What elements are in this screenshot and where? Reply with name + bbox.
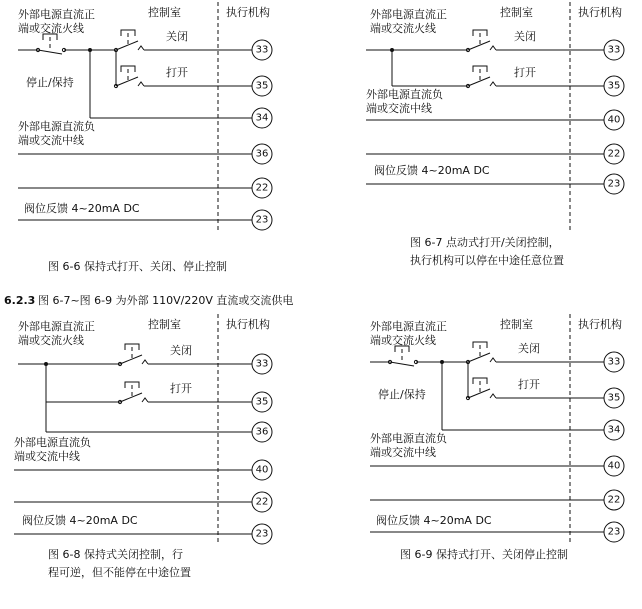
terminal-23 [252, 210, 272, 230]
stop-hold-label: 停止/保持 [26, 76, 74, 89]
supply-negative-label: 端或交流中线 [366, 102, 432, 115]
terminal-23 [252, 524, 272, 544]
close-switch [114, 30, 144, 52]
close-label: 关闭 [166, 30, 188, 43]
open-label: 打开 [166, 66, 188, 79]
contact-fixed [490, 46, 496, 50]
terminal-number: 34 [255, 112, 269, 124]
contact-blade [38, 50, 62, 54]
stop-hold-label: 停止/保持 [378, 388, 426, 401]
figure-caption: 图 6-9 保持式打开、关闭停止控制 [400, 548, 568, 561]
contact-fixed [490, 394, 496, 398]
figure-caption: 图 6-7 点动式打开/关闭控制， [410, 236, 560, 249]
terminal-34 [604, 420, 624, 440]
terminal-number: 23 [607, 526, 621, 538]
contact-blade [468, 389, 490, 398]
contact-fixed [490, 82, 496, 86]
contact-fixed [142, 398, 148, 402]
open-label: 打开 [518, 378, 540, 391]
terminal-23 [604, 522, 624, 542]
stop-hold-switch [36, 34, 65, 54]
terminal-34 [252, 108, 272, 128]
terminal-number: 35 [255, 396, 269, 408]
supply-negative-label: 端或交流中线 [18, 134, 84, 147]
terminal-33 [252, 40, 272, 60]
terminal-33 [604, 40, 624, 60]
contact-fixed [490, 358, 496, 362]
terminal-number: 33 [255, 44, 269, 56]
open-switch [118, 382, 148, 404]
supply-negative-label: 外部电源直流负 [14, 436, 91, 449]
feedback-label: 阀位反馈 4~20mA DC [374, 164, 490, 177]
diagram-panel-4 [370, 314, 624, 561]
close-switch [466, 30, 496, 52]
terminal-number: 35 [607, 392, 621, 404]
contact-blade [116, 77, 138, 86]
contact-blade [468, 77, 490, 86]
section-number: 6.2.3 [4, 294, 36, 307]
open-label: 打开 [514, 66, 536, 79]
diagram-panel-3 [14, 314, 272, 579]
contact-fixed [138, 82, 144, 86]
close-switch [118, 344, 148, 366]
terminal-number: 33 [607, 356, 621, 368]
feedback-label: 阀位反馈 4~20mA DC [24, 202, 140, 215]
terminal-33 [252, 354, 272, 374]
header-control-room: 控制室 [500, 318, 533, 331]
header-actuator: 执行机构 [226, 6, 270, 19]
terminal-number: 40 [607, 460, 621, 472]
terminal-22 [252, 178, 272, 198]
diagram-panel-1 [18, 2, 272, 273]
terminal-22 [604, 144, 624, 164]
supply-positive-label: 外部电源直流正 [370, 8, 447, 21]
feedback-label: 阀位反馈 4~20mA DC [22, 514, 138, 527]
supply-negative-label: 端或交流中线 [370, 446, 436, 459]
contact-blade [390, 362, 414, 366]
terminal-number: 22 [607, 148, 621, 160]
feedback-label: 阀位反馈 4~20mA DC [376, 514, 492, 527]
section-text: 图 6-7~图 6-9 为外部 110V/220V 直流或交流供电 [38, 294, 294, 307]
supply-negative-label: 端或交流中线 [14, 450, 80, 463]
terminal-number: 23 [255, 528, 269, 540]
supply-negative-label: 外部电源直流负 [18, 120, 95, 133]
supply-positive-label: 外部电源直流正 [370, 320, 447, 333]
terminal-23 [604, 174, 624, 194]
stop-hold-switch [388, 346, 417, 366]
terminal-number: 36 [255, 426, 269, 438]
terminal-number: 35 [607, 80, 621, 92]
terminal-number: 36 [255, 148, 269, 160]
terminal-22 [604, 490, 624, 510]
terminal-number: 33 [607, 44, 621, 56]
supply-positive-label: 外部电源直流正 [18, 320, 95, 333]
terminal-36 [252, 144, 272, 164]
terminal-22 [252, 492, 272, 512]
contact-blade [468, 41, 490, 50]
header-actuator: 执行机构 [226, 318, 270, 331]
figure-caption: 图 6-6 保持式打开、关闭、停止控制 [48, 260, 227, 273]
contact-blade [120, 393, 142, 402]
supply-positive-label: 端或交流火线 [370, 22, 436, 35]
supply-positive-label: 端或交流火线 [370, 334, 436, 347]
close-label: 关闭 [170, 344, 192, 357]
header-control-room: 控制室 [500, 6, 533, 19]
terminal-number: 40 [255, 464, 269, 476]
open-switch [114, 66, 144, 88]
supply-positive-label: 端或交流火线 [18, 334, 84, 347]
terminal-number: 40 [607, 114, 621, 126]
contact-blade [116, 41, 138, 50]
terminal-40 [604, 110, 624, 130]
terminal-number: 23 [255, 214, 269, 226]
terminal-number: 35 [255, 80, 269, 92]
contact-blade [468, 353, 490, 362]
terminal-40 [252, 460, 272, 480]
terminal-number: 23 [607, 178, 621, 190]
header-actuator: 执行机构 [578, 6, 622, 19]
figure-caption: 图 6-8 保持式关闭控制，行 [48, 548, 183, 561]
terminal-number: 34 [607, 424, 621, 436]
header-control-room: 控制室 [148, 6, 181, 19]
terminal-number: 22 [255, 496, 269, 508]
terminal-40 [604, 456, 624, 476]
terminal-35 [604, 388, 624, 408]
close-switch [466, 342, 496, 364]
close-label: 关闭 [514, 30, 536, 43]
supply-positive-label: 外部电源直流正 [18, 8, 95, 21]
terminal-35 [604, 76, 624, 96]
supply-positive-label: 端或交流火线 [18, 22, 84, 35]
header-actuator: 执行机构 [578, 318, 622, 331]
terminal-35 [252, 392, 272, 412]
diagram-panel-2 [366, 2, 624, 267]
contact-blade [120, 355, 142, 364]
header-control-room: 控制室 [148, 318, 181, 331]
contact-fixed [142, 360, 148, 364]
open-switch [466, 378, 496, 400]
open-label: 打开 [170, 382, 192, 395]
terminal-36 [252, 422, 272, 442]
supply-negative-label: 外部电源直流负 [370, 432, 447, 445]
terminal-35 [252, 76, 272, 96]
terminal-number: 22 [607, 494, 621, 506]
terminal-number: 22 [255, 182, 269, 194]
terminal-33 [604, 352, 624, 372]
close-label: 关闭 [518, 342, 540, 355]
figure-caption: 程可逆，但不能停在中途位置 [48, 566, 191, 579]
supply-negative-label: 外部电源直流负 [366, 88, 443, 101]
terminal-number: 33 [255, 358, 269, 370]
figure-caption: 执行机构可以停在中途任意位置 [410, 254, 564, 267]
contact-fixed [138, 46, 144, 50]
open-switch [466, 66, 496, 88]
